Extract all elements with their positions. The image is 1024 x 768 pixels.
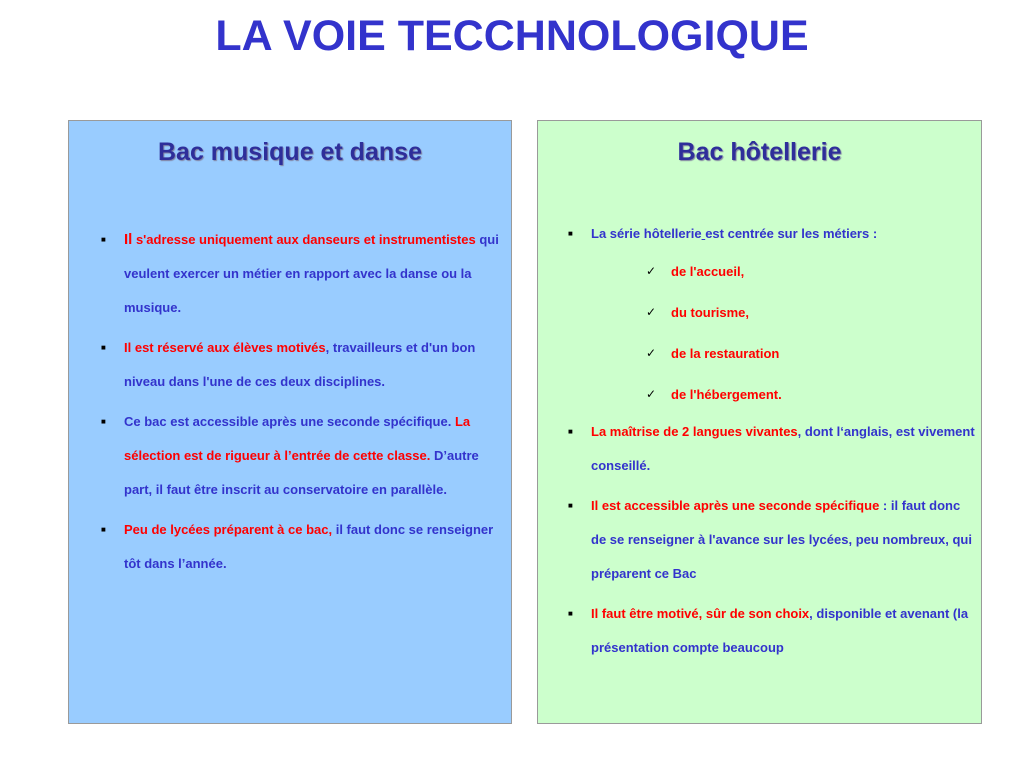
panel-title-hotellerie: Bac hôtellerie [677,138,842,166]
panel-bac-musique-danse [68,120,512,724]
list-item: ■ Il est réservé aux élèves motivés, travailleurs et d'un bon niveau dans l'une de ces deux disciplines. [99,331,507,399]
square-bullet-icon: ■ [101,343,106,352]
square-bullet-icon: ■ [101,417,106,426]
check-item: ✓ de l'accueil, [591,251,976,292]
checkmark-icon: ✓ [646,264,657,278]
list-item: ■ Ce bac est accessible après une seconde spécifique. La sélection est de rigueur à l’entrée de cette classe. D’autre part, il faut être inscrit au conservatoire en parallèle. [99,405,507,507]
check-item: ✓ du tourisme, [591,292,976,333]
check-item: ✓ de la restauration [591,333,976,374]
square-bullet-icon: ■ [101,235,106,244]
panel-title-musique-danse: Bac musique et danse [158,138,422,166]
check-item: ✓ de l'hébergement. [591,374,976,415]
list-item: ■ Il faut être motivé, sûr de son choix, disponible et avenant (la présentation compte beaucoup [566,597,976,665]
list-item: ■ La maîtrise de 2 langues vivantes, dont l‘anglais, est vivement conseillé. [566,415,976,483]
hotellerie-list [566,217,976,665]
square-bullet-icon: ■ [568,501,573,510]
square-bullet-icon: ■ [568,229,573,238]
square-bullet-icon: ■ [568,427,573,436]
checkmark-icon: ✓ [646,305,657,319]
panel-bac-hotellerie [537,120,982,724]
square-bullet-icon: ■ [101,525,106,534]
checkmark-icon: ✓ [646,387,657,401]
slide-title: LA VOIE TECCHNOLOGIQUE [215,12,809,60]
list-item: ■ Il s'adresse uniquement aux danseurs et instrumentistes qui veulent exercer un métier en rapport avec la danse ou la musique. [99,223,507,325]
checkmark-icon: ✓ [646,346,657,360]
musique-danse-list [99,223,507,581]
metiers-checklist [591,251,976,415]
list-item: ■ Il est accessible après une seconde spécifique : il faut donc de se renseigner à l'avance sur les lycées, peu nombreux, qui préparent ce Bac [566,489,976,591]
square-bullet-icon: ■ [568,609,573,618]
list-item: ■ La série hôtellerie est centrée sur les métiers : ✓ de l'accueil, ✓ du tourisme, ✓ de la restauration ✓ de l'hébergement. [566,217,976,415]
list-item: ■ Peu de lycées préparent à ce bac, il faut donc se renseigner tôt dans l’année. [99,513,507,581]
